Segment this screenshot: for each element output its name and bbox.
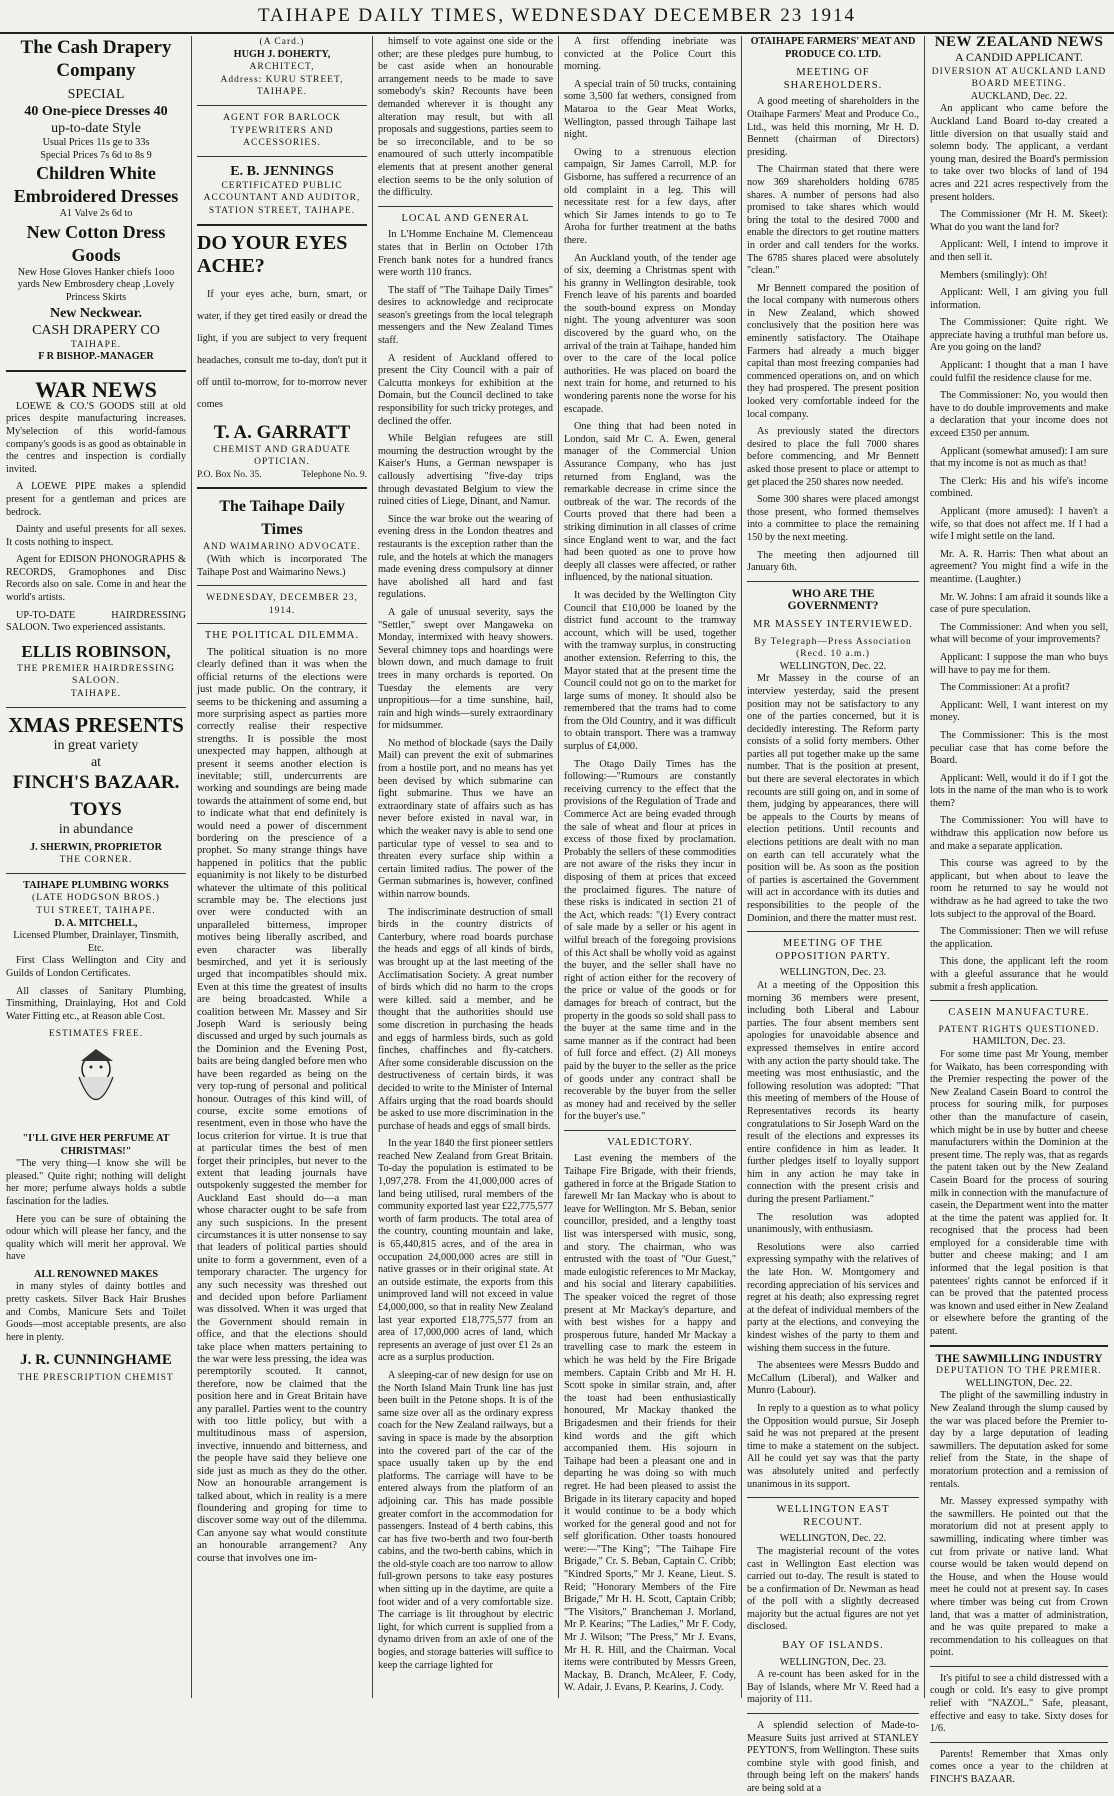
garratt: T. A. GARRATT <box>213 421 351 443</box>
town-taihape: TAIHAPE. <box>70 689 122 700</box>
manager: F R BISHOP.-MANAGER <box>38 351 154 363</box>
carroll: Owing to a strenuous election campaign, Sir James Carroll, M.P. for Gisborne, has suffered a recurrence of an old complaint in a leg. This will necessitate rest for a few days, after which Sir James intends to go to Te Aroha for further treatment at the baths there. <box>564 146 736 246</box>
renowned-makes: ALL RENOWNED MAKES <box>34 1268 158 1280</box>
column-3 <box>374 36 557 1696</box>
war-news-title: WAR NEWS <box>35 376 157 402</box>
applicant-p20: The Commissioner: You will have to withdraw this application now before us and make a separate application. <box>930 815 1108 852</box>
applicant-p12: Mr. A. R. Harris: Then what about an agreement? You might find a wife in the meantime. (Laughter.) <box>930 548 1108 585</box>
children-dresses: Children White Embroidered Dresses <box>13 163 179 207</box>
applicant-p6: The Commissioner: Quite right. We appreciate having a truthful man before us. Are you going on the land? <box>930 317 1108 354</box>
inebriate: A first offending inebriate was convicted at the Police Court this morning. <box>564 36 736 73</box>
certificates: First Class Wellington and City and Guilds of London Certificates. <box>6 955 186 979</box>
applicant-p11: Applicant (more amused): I haven't a wife, so that does not affect me. If I had a wife I might settle on the land. <box>930 506 1108 543</box>
dateline: WELLINGTON, Dec. 22. <box>965 1377 1073 1389</box>
applicant-p3: Applicant: Well, I intend to improve it and then sell it. <box>930 239 1108 263</box>
finch-parents-ad: Parents! Remember that Xmas only comes once a year to the children at FINCH'S BAZAAR. <box>930 1748 1108 1786</box>
applicant-p14: The Commissioner: And when you sell, what will become of your improvements? <box>930 621 1108 646</box>
in-abundance: in abundance <box>58 821 134 837</box>
tui-street: TUI STREET, TAIHAPE. <box>36 906 156 916</box>
nz-news-head: NEW ZEALAND NEWS <box>934 34 1104 50</box>
applicant-p10: The Clerk: His and his wife's income combined. <box>930 475 1108 500</box>
sawmilling-p1: The plight of the sawmilling industry in New Zealand through the slump caused by the war was placed before the Premier to-day by a large deputation of leading sawmillers. The deputation asked for some relief from the State, in the shape of moratorium protection and a remission of rentals. <box>930 1390 1108 1490</box>
special-label: SPECIAL <box>67 87 125 102</box>
massey-body: Mr Massey in the course of an interview yesterday, said the present position may not be satisfactory to any one of the parties concerned, but it is decidedly interesting. The Reform party consists of a solid forty members. Other parties all put together make up the same number. That is the position at present, but there are several electorates in which recounts are still going on, and in some of them, judging by appearances, there will be appeals to the Courts by means of election petitions. Until recounts and elections petitions are dealt with no man on earth can tell accurately what the position will be. As soon as the position of parties is ascertained the Government will act in accordance with its duties and responsibilities to the people of the Dominion, and there the matter must rest. <box>747 673 919 924</box>
optician: CHEMIST AND GRADUATE OPTICIAN. <box>213 444 351 468</box>
sawmilling-p2: Mr. Massey expressed sympathy with the sawmillers. He pointed out that the moratorium did not at present apply to sawmilling, indicating where timber was cut from private or native land. What course would be taken would depend on the House, and when the House would meet he could not at present say. In cases where timber was being cut from Crown land, that was a matter of administration, and he was quite prepared to make a recommendation to his colleagues on that point. <box>930 1496 1108 1659</box>
peyton-suits: A splendid selection of Made-to-Measure Suits just arrived at STANLEY PEYTON'S, from Wellington. These suits combine style with good finish, and through being left on the makers' hands are being sold at a <box>747 1720 919 1794</box>
column-rule <box>558 36 559 1698</box>
local-monkeys: A resident of Auckland offered to present the City Council with a pair of Calcutta monkeys for exhibition at the Domain, but the Council declined to take responsibility for such tricky proteges, and declined the offer. <box>378 352 553 427</box>
doherty-address: Address: KURU STREET, TAIHAPE. <box>220 74 344 98</box>
shareholders-p4: As previously stated the directors desired to place the full 7000 shares before commencing, and Mr Bennett asked those present to place or attempt to get placed the 250 shares now needed. <box>747 426 919 488</box>
casein-head: CASEIN MANUFACTURE. <box>948 1007 1090 1019</box>
perfume-body: "The very thing—I know she will be pleased." Quite right; nothing will delight her more; perfume always holds a subtle fascination for the ladies. <box>6 1158 186 1207</box>
opposition-p3: Resolutions were also carried expressing sympathy with the relatives of the late Hon. W. Montgomery and recording appreciation of his services and regret at his death; also expressing regret at the defeat of individual members of the party at the elections, and conveying the kindest wishes of the party to them and wishing them success in the future. <box>747 1241 919 1354</box>
dateline: WELLINGTON, Dec. 22. <box>779 1533 887 1545</box>
shareholders-p6: The meeting then adjourned till January 6th. <box>747 549 919 574</box>
islands-body: A re-count has been asked for in the Bay of Islands, where Mr V. Reed had a majority of 111. <box>747 1669 919 1706</box>
finch-bazaar: FINCH'S BAZAAR. <box>12 771 180 793</box>
column-4 <box>560 36 740 1696</box>
column-rule <box>924 36 925 1698</box>
hairdressing-saloon: UP-TO-DATE HAIRDRESSING SALOON. Two experienced assistants. <box>6 609 186 634</box>
po-box: P.O. Box No. 35. <box>197 469 262 480</box>
opposition-p5: In reply to a question as to what policy the Opposition would pursue, Sir Joseph said he was not prepared at the present time to make a statement on the subject. All he could yet say was that the party was absolutely united and perfectly unanimous in its support. <box>747 1402 919 1490</box>
perfume-odour: Here you can be sure of obtaining the odour which will please her fancy, and the quality which will merit her approval. We have <box>6 1213 186 1263</box>
government-head: WHO ARE THE GOVERNMENT? <box>787 587 879 613</box>
dainty-presents: Dainty and useful presents for all sexes. It costs nothing to inspect. <box>6 524 186 548</box>
recount-head: WELLINGTON EAST RECOUNT. <box>776 1504 890 1528</box>
accountant: CERTIFICATED PUBLIC ACCOUNTANT AND AUDITOR, <box>203 180 361 204</box>
jennings: E. B. JENNINGS <box>230 163 334 179</box>
column-1-ads <box>2 36 190 1696</box>
applicant-p17: Applicant: Well, I want interest on my money. <box>930 699 1108 724</box>
the-corner: THE CORNER. <box>59 855 133 866</box>
local-clemenceau: In L'Homme Enchaine M. Clemenceau states that in Berlin on October 17th French bank notes for a hundred francs were worth 110 francs. <box>378 229 553 279</box>
incorporated: (With which is incorporated The Taihape Post and Waimarino News.) <box>197 553 367 578</box>
up-to-date-style: up-to-date Style <box>51 121 141 136</box>
plumbing-classes: All classes of Sanitary Plumbing, Tinsmithing, Drainlaying, Hot and Cold Water Fitting etc., at Reason able Cost. <box>6 985 186 1022</box>
eyes-body: If your eyes ache, burn, smart, or water, if they get tired easily or dread the light, if you are subject to very frequent headaches, consult me to-day, don't put it off until to-morrow, for to-morrow never comes <box>197 288 367 410</box>
shareholders-sub: MEETING OF SHAREHOLDERS. <box>783 67 883 91</box>
valedictory-title: VALEDICTORY. <box>607 1136 693 1148</box>
dateline: HAMILTON, Dec. 23. <box>972 1036 1066 1048</box>
perfume-bottles: in many styles of dainty bottles and pretty caskets. Silver Back Hair Brushes and Combs, Manicure Sets and Toilet Goods—most acceptable presents, are also here in plenty. <box>6 1281 186 1343</box>
applicant-p4: Members (smilingly): Oh! <box>940 269 1048 281</box>
local-birds: The indiscriminate destruction of small birds in the country districts of Canterbury, where road boards purchase the heads and eggs of all kinds of birds, was brought up at the last meeting of the Acclimatisation Society. A great number of birds which did no harm to the crops were killed. said a member, and he thought that the authorities should use some discretion in purchasing the heads and eggs of harmless birds, such as gold finches, chaffinches and fly-catchers. After some considerable discussion on the destructiveness of certain birds, it was decided to write to the Minister of Internal Affairs urging that the road boards should be asked to use more discrimination in the purchase of heads and eggs of small birds. <box>378 906 553 1132</box>
press-association: By Telegraph—Press Association (Recd. 10 a.m.) <box>754 636 912 660</box>
patent-rights: PATENT RIGHTS QUESTIONED. <box>938 1024 1100 1035</box>
applicant-p15: Applicant: I suppose the man who buys will have to pay me for them. <box>930 651 1108 676</box>
dateline: WELLINGTON, Dec. 22. <box>779 660 887 672</box>
ellis-robinson: ELLIS ROBINSON, <box>21 641 171 661</box>
town-taihape: TAIHAPE. <box>70 339 122 350</box>
local-sleeping-car: A sleeping-car of new design for use on the North Island Main Trunk line has just been built in the Petone shops. It is of the same size over all as the ordinary express coach for the New Zealand railways, but a saving in space is made by the absorption into the covered part of the car of the space usually taken up by the end platforms. The carriage will have to be entered always from the platform of an adjoining car. This has made possible greater comfort in the accommodation for passengers. Instead of 4 berth cabins, this car has five two-berth and two four-berth cabins, and the two-berth cabins, which in the old-style coach are too narrow to allow full-grown persons to take easy postures when sitting up in the daytime, are quite a foot wider and of a very comfortable size. The carriage is lit throughout by electric light, for which current is supplied from a dynamo driven from an axle of one of the bogies, and storage batteries will suffice to keep the carriage lighted for <box>378 1369 553 1671</box>
usual-prices: Usual Prices 11s ge to 33s <box>42 137 150 148</box>
shareholders-p5: Some 300 shares were placed amongst those present, who formed themselves into a committee to place the remaining 150 by the next meeting. <box>747 494 919 543</box>
neckwear: New Neckwear. <box>49 305 142 321</box>
massey-interviewed: MR MASSEY INTERVIEWED. <box>753 618 913 630</box>
opposition-p2: The resolution was adopted unanimously, with enthusiasm. <box>747 1211 919 1236</box>
islands-head: BAY OF ISLANDS. <box>782 1640 884 1652</box>
valve-price: A1 Valve 2s 6d to <box>59 208 133 220</box>
local-evening-dress: Since the war broke out the wearing of evening dress in the London theatres and restaurants is the exception rather than the rule, and the hotels at which the managers made evening dress compulsory at dinner have abolished all hard and fast regulations. <box>378 513 553 601</box>
applicant-p19: Applicant: Well, would it do if I got the lots in the name of the man who is to work them? <box>930 772 1108 809</box>
special-train: A special train of 50 trucks, containing some 3,500 fat wethers, consigned from Mataroa to the Gear Meat Works, Wellington, passed through Taihape last night. <box>564 78 736 141</box>
cash-drapery-title: The Cash Drapery Company <box>20 37 172 81</box>
political-dilemma-title: THE POLITICAL DILEMMA. <box>204 630 360 642</box>
cunninghame: J. R. CUNNINGHAME <box>20 1352 172 1369</box>
dateline: WELLINGTON, Dec. 23. <box>779 967 887 979</box>
column-rule <box>741 36 742 1698</box>
shareholders-p3: Mr Bennett compared the position of the local company with numerous others in New Zealand, which showed conclusively that the position here was eminently satisfactory. The Otaihape Farmers had already a much bigger capital than most freezing companies had commenced operations on, and on which they had prospered. The present position looked very comfortable indeed for the local company. <box>747 282 919 420</box>
dateline: AUCKLAND, Dec. 22. <box>970 90 1068 102</box>
architect: ARCHITECT, <box>249 62 315 73</box>
perfume-headline: "I'LL GIVE HER PERFUME AT CHRISTMAS!" <box>22 1132 170 1157</box>
local-blockade: No method of blockade (says the Daily Mail) can prevent the exit of submarines from a hostile port, and no means has yet been devised by which submarine can fight submarine. Thus we have an extraordinary state of affairs such as has never before existed in naval war, in which the weaker navy is able to send one particular type of vessel to sea and to threaten every surface ship within a certain limited radius. The power of the German submarines is, however, confined within narrow bounds. <box>378 737 553 900</box>
crime-decrease: One thing that had been noted in London, said Mr C. A. Ewen, general manager of the Commercial Union Assurance Company, who has just returned from England, was the remarkable decrease in crime since the outbreak of the war. The records of the Courts proved that there had been a striking diminution in all classes of crime since England went to war, and the fact had been quoted as one to prove how deeply all classes were affected, or rather influenced, by the national situation. <box>564 421 736 584</box>
column-5 <box>743 36 923 1794</box>
applicant-p8: The Commissioner: No, you would then have to do double improvements and make a declaration that your income does not exceed £350 per annum. <box>930 390 1108 440</box>
local-staff: The staff of "The Taihape Daily Times" desires to acknowledge and reciprocate season's greetings from the local telegraph messengers and the New Zealand Times staff. <box>378 284 553 347</box>
applicant-p16: The Commissioner: At a profit? <box>940 682 1070 694</box>
opposition-head: MEETING OF THE OPPOSITION PARTY. <box>775 938 891 962</box>
local-general-title: LOCAL AND GENERAL <box>401 212 530 224</box>
dateline: WELLINGTON, Dec. 23. <box>779 1656 887 1668</box>
column-6 <box>926 34 1112 1786</box>
late-hodgson: (LATE HODGSON BROS.) <box>32 893 160 904</box>
political-dilemma-body: The political situation is no more clearly defined than it was when the official returns of the elections were just made public. On the contrary, it seems to be thickening and assuming a more surprising aspect as parties more correctly realise their respective strengths. It is possible the most unexpected may happen, although at present it seems another election is inevitable; still, undercurrents are working and soundings are being made towards the attainment of some end, but to indicate what that end definitely is would need a power of discernment bordering on the prescience of a prophet. So many strange things have happened in politics that the public equanimity is not likely to be disturbed whatever the ultimate of this political scramble may be. The elections just over were conducted with an unparalleled bitterness, improper motives being liberally ascribed, and even character was liberally besmirched, and yet it is seriously urged that incompatibles should mix. Even at this time the greatest of insults are being broadcasted. While a coalition between Mr. Massey and Sir Joseph Ward is seriously being discussed and urged by such journals as the Dominion and the Evening Post, baits are being dangled before men who have been regarded as being on the very top-rung of personal and political honour. Outrages of this kind will, of course, excite some emotions of resentment, even in those who have the locus criterion for virtue. It is true that at particular times the best of men forget their principles, but never to the extent that leading journals have outspokenly suggested the member for Auckland East should do—a man whose character ought to be safe from any such suspicions. In the present circumstances it is utter nonsense to say that leaders of political parties should unite to form a government, even of a temporary character. The urgency for any such necessity was threshed out and decided upon before Parliament was dissolved. When it was urged that the Government should remain in office, and that the elections should take place when matters pertaining to the war were less pressing, the idea was peremptorily scouted. It cannot, therefore, now be claimed that the position here and in Great Britain have any parallel. Parties went to the country with too little policy, but with a multitudinous mass of aspersion, invective, innuendo and bitterness, and the people have said they believe one side just as much as they do the other. Now an honourable arrangement is talked about, which in reality is a mere floundering and groping for time to discover some way out of the dilemma. Can anyone say what would constitute an honourable arrangement? Any course that involves one im- <box>197 646 367 1564</box>
doherty: HUGH J. DOHERTY, <box>233 48 331 60</box>
station-street: STATION STREET, TAIHAPE. <box>208 205 356 216</box>
issue-date: WEDNESDAY, DECEMBER 23, 1914. <box>206 593 358 616</box>
special-prices: Special Prices 7s 6d to 8s 9 <box>40 149 152 161</box>
deputation: DEPUTATION TO THE PREMIER. <box>936 1366 1102 1377</box>
casein-body: For some time past Mr Young, member for Waikato, has been corresponding with the Premier respecting the power of the New Zealand Casein Board to control the process for souring milk, for purposes other than the manufacture of casein, which might be in use by butter and cheese manufacturers within the Dominion at the present time. The reply was, that as regards the patent taken out by the New Zealand Casein Board for the process of souring milk in connection with the manufacture of casein, the Department went into the matter at the time the patent was applied for. It recognised that the process had been employed for a considerable time with butter and cheese making; and I am informed that the legal position is that patentees' rights cannot be enforced if it can be proved that the patented process was known and used either in New Zealand or elsewhere before the granting of the patent. <box>930 1048 1108 1338</box>
edison-agent: Agent for EDISON PHONOGRAPHS & RECORDS, Gramophones and Disc Records also on sale. Come in and hear the world's artists. <box>6 554 186 604</box>
santa-portrait-icon <box>61 1047 131 1127</box>
applicant-p18: The Commissioner: This is the most peculiar case that has come before the Board. <box>930 729 1108 767</box>
candid-applicant: A CANDID APPLICANT. <box>954 49 1084 64</box>
plumbing-works: TAIHAPE PLUMBING WORKS <box>23 879 169 891</box>
applicant-p1: An applicant who came before the Auckland Land Board to-day created a little diversion on that usually staid and solemn body. The applicant, a verdant young man, desired the Board's permission to take over two blocks of land of 194 acres and 221 acres respectively from the present holders. <box>930 103 1108 203</box>
estimates-free: ESTIMATES FREE. <box>48 1029 144 1040</box>
dresses-40: 40 One-piece Dresses 40 <box>24 104 168 119</box>
dilemma-continued: himself to vote against one side or the other; are these pledges pure humbug, to be cast aside when an honourable arrangement needs to be made to save somebody's skin? Recounts have been demanded wherever it is thought any alteration may result, but with all proposals and suggestions, parties seem to be so irreconcilable, and to be so enamoured of such utterly incompatible elements that at present another general election seems to be the only solution of the difficulty. <box>378 36 553 199</box>
prescription-chemist: THE PRESCRIPTION CHEMIST <box>18 1373 174 1384</box>
great-variety: in great variety <box>53 737 139 753</box>
opposition-p1: At a meeting of the Opposition this morning 36 members were present, including both Liberal and Labour parties. The four absent members sent apologies for unavoidable absence and expressed themselves in entire accord with any action the party should take. The meeting was most enthusiastic, and the following resolution was adopted: "That this meeting of members of the House of Representatives records its hearty congratulations to Sir Joseph Ward on the result of the elections and expresses its entire confidence in him as leader. It further pledges itself to loyally support him in any action he may take in connection with the present crisis and during the present Parliament." <box>747 979 919 1206</box>
otago-times: The Otago Daily Times has the following:—"Rumours are constantly receiving currency to the effect that the provisions of the Regulation of Trade and Commerce Act are being evaded through the sale of wheat and flour at prices in excess of those fixed by proclamation. Probably the sellers of these commodities are not aware of the risks they incur in disposing of them at prices that exceed the proclaimed figures. The nature of these risks is indicated in section 21 of the Act, which reads: "(1) Every contract of sale made by a seller or his agent in wilful breach of the foregoing provisions of this Act shall be wholly void as against the buyer, and the seller shall have no right of action either for the recovery of the price or value of the goods or for damages for breach of contract, but the property in the goods so sold shall pass to the buyer at the same time and in the same manner as if the contract had been of full force and effect. (2) All moneys paid by the buyer to the seller as the price of goods under any contract shall be recoverable by the buyer from the seller as money had and received by the seller for the buyer's use." <box>564 758 736 1123</box>
applicant-p13: Mr. W. Johns: I am afraid it sounds like a case of pure speculation. <box>930 591 1108 616</box>
applicant-p9: Applicant (somewhat amused): I am sure that my income is not as much as that! <box>930 445 1108 470</box>
applicant-p7: Applicant: I thought that a man I have could fulfil the residence clause for me. <box>930 360 1108 384</box>
column-rule <box>372 36 373 1698</box>
auckland-youth: An Auckland youth, of the tender age of six, deeming a Christmas spent with his granny in Wellington desirable, took French leave of his parents and boarded the south-bound express on Monday night. The young adventurer was soon discovered by the guard who, on the arrival of the train at Taihape, handed him over to the care of the local police authorities. He was placed on board the next train for home, and returned to his wondering parents none the worse for his escapade. <box>564 252 736 415</box>
farmers-meat-head: OTAIHAPE FARMERS' MEAT AND PRODUCE CO. LTD. <box>750 36 916 60</box>
loewe-pipe: A LOEWE PIPE makes a splendid present for a gentleman and prices are bedrock. <box>6 481 186 518</box>
xmas-presents: XMAS PRESENTS <box>8 712 184 737</box>
applicant-p23: This done, the applicant left the room with a gleeful assurance that he would submit a fresh application. <box>930 956 1108 993</box>
valedictory-body: Last evening the members of the Taihape Fire Brigade, with their friends, gathered in force at the Brigade Station to farewell Mr Ian Mackay who is about to leave for Wellington. Mr S. Beban, senior councillor, presided, and a lengthy toast list was interspersed with music, song, and story. The chairman, who was entrusted with the toast of "Our Guest," made eulogistic references to Mr Mackay, and his social and literary capabilities. The speaker voiced the regret of those present at Mr Mackay's departure, and with best wishes for a happy and prosperous future, handed Mr Mackay a travelling case to mark the esteem in which he was held by the Fire Brigade members. Captain Cribb and Mr H. H. Scott spoke in similar strain, and, after the toast had been enthusiastically honoured, Mr Mackay thanked the Brigadesmen and their friends for their kind words and the gift which accompanied them. His sojourn in Taihape had been a pleasant one and in departing he was doing so with much regret. He had been pleased to assist the Brigade in its literary capacity and hoped it would continue to be a body which worked for the general good and not for self glorification. Other toasts honoured were:—"The King"; "The Taihape Fire Brigade," Cr. S. Beban, Captain C. Cribb; "Kindred Sports," Mr J. Keane, Lieut. S. Reid; "Honorary Members of the Fire Brigade," Mr H. H. Scott, Captain Cribb; "The Visitors," Brancheman J. Morland, Mr P. Kearins; "The Ladies," Mr F. Cody, Mr J. Wilson; "The Press," Mr J. Evans, Mr H. R. Hill, and the Chairman. Vocal items were contributed by Messrs Green, Mackay, B. Dranch, McAleer, F. Cody, W. Adair, J. Evans, P. Kearins, J. Cody. <box>564 1153 736 1694</box>
paper-title: The Taihape Daily Times <box>219 498 345 539</box>
cash-drapery-co: CASH DRAPERY CO <box>32 322 160 338</box>
opposition-p4: The absentees were Messrs Buddo and McCallum (Liberal), and Walker and Munro (Labour). <box>747 1360 919 1397</box>
diversion: DIVERSION AT AUCKLAND LAND BOARD MEETING. <box>931 66 1107 90</box>
nazol-ad: It's pitiful to see a child distressed with a cough or cold. It's easy to give prompt relief with "NAZOL." Safe, pleasant, effective and easy to take. Sixty doses for 1/6. <box>930 1672 1108 1735</box>
local-belgian: While Belgian refugees are still mourning the destruction wrought by the Kaiser's Huns, a German newspaper is callously advertising "five-day trips through devastated Belgium to view the ruined cities of Liege, Dinant, and Namur. <box>378 433 553 508</box>
applicant-p22: The Commissioner: Then we will refuse the application. <box>930 926 1108 950</box>
telephone: Telephone No. 9. <box>301 469 367 480</box>
sherwin-proprietor: J. SHERWIN, PROPRIETOR <box>30 841 162 853</box>
sawmilling-head: THE SAWMILLING INDUSTRY <box>935 1352 1103 1365</box>
applicant-p21: This course was agreed to by the applicant, but when about to leave the room he returned to say he would not withdraw as he had agreed to take the two lots subject to the approval of the Board. <box>930 858 1108 920</box>
recount-body: The magisterial recount of the votes cast in Wellington East election was carried out to-day. The result is stated to be a confirmation of Dr. Newman as head of the poll with a slightly decreased majority but the actual figures are not yet disclosed. <box>747 1545 919 1633</box>
at-label: at <box>90 754 102 770</box>
shareholders-p2: The Chairman stated that there were now 369 shareholders holding 6785 shares. A number of persons had also promised to take shares which would bring the total to the desired 7000 and enable the directors to get routine matters in order and call tenders for the works. The 6785 shares placed were absolutely "clean." <box>747 164 919 277</box>
shareholders-p1: A good meeting of shareholders in the Otaihape Farmers' Meat and Produce Co., Ltd., was held this morning, Mr H. D. Bennett (chairman of Directors) presiding. <box>747 96 919 158</box>
column-rule <box>191 36 192 1698</box>
local-1840: In the year 1840 the first pioneer settlers reached New Zealand from Great Britain. To-day the population is estimated to be 1,097,278. From the 41,000,000 acres of land being utilised, rural members of the community exported last year £22,775,577 worth of farm products. The total area of the country, counting mountain and lake, is 65,440,815 acres, and of the area in occupation 24,000,000 acres are still in native grasses or in their original state. At an outside estimate, the exports from this unimproved land will not exceed in value £4,000,000, so that in reality New Zealand last year exported £18,775,577 from an area of 17,000,000 acres of land, which represents an average of just over £1 2s an acre as a surplus production. <box>378 1138 553 1364</box>
local-gale: A gale of unusual severity, says the "Settler," swept over Mangaweka on Monday, intermixed with heavy showers. Several chimney tops and hoardings were blown down, and much damage to fruit trees in many orchards is reported. On Tuesday the elements are very unpropitious—for a time sunshine, hail, rain and high winds—surely extraordinary for midsummer. <box>378 606 553 732</box>
applicant-p5: Applicant: Well, I am giving you full information. <box>930 287 1108 311</box>
cotton-dress-goods: New Cotton Dress Goods <box>26 221 166 265</box>
licensed-plumber: Licensed Plumber, Drainlayer, Tinsmith, Etc. <box>13 930 179 954</box>
mitchell: D. A. MITCHELL, <box>54 917 138 929</box>
eyes-ache-title: DO YOUR EYES ACHE? <box>197 231 348 277</box>
hose-gloves: New Hose Gloves Hanker chiefs 1ooo yards New Embrosdery cheap ,Lovely Princess Skirts <box>17 266 175 303</box>
city-council: It was decided by the Wellington City Council that £10,000 be loaned by the district fund account to the tramway account, which will be used, together with the tramway surplus, in constructing another extension. Referring to this, the Mayor stated that at the present time the Council could not go on to the market for large sums of money. It should also be remembered that the trams had to come from the Old Country, and it was difficult to obtain transport. There was a tramway surplus of £4,000. <box>564 589 736 753</box>
applicant-p2: The Commissioner (Mr H. M. Skeet): What do you want the land for? <box>930 209 1108 233</box>
toys: TOYS <box>70 798 122 820</box>
premier-saloon: THE PREMIER HAIRDRESSING SALOON. <box>16 663 176 687</box>
card-label: (A Card.) <box>259 37 305 47</box>
waimarino-advocate: AND WAIMARINO ADVOCATE. <box>203 542 361 553</box>
loewe-goods: LOEWE & CO.'S GOODS still at old prices despite manufacturing increases. My'selection of this world-famous company's goods is as good as obtainable in the centres and inspection is cordially invited. <box>6 400 186 475</box>
barlock-agent: AGENT FOR BARLOCK TYPEWRITERS AND ACCESSORIES. <box>223 112 341 149</box>
column-2 <box>193 36 371 1696</box>
masthead: TAIHAPE DAILY TIMES, WEDNESDAY DECEMBER 23 1914 <box>0 0 1114 34</box>
